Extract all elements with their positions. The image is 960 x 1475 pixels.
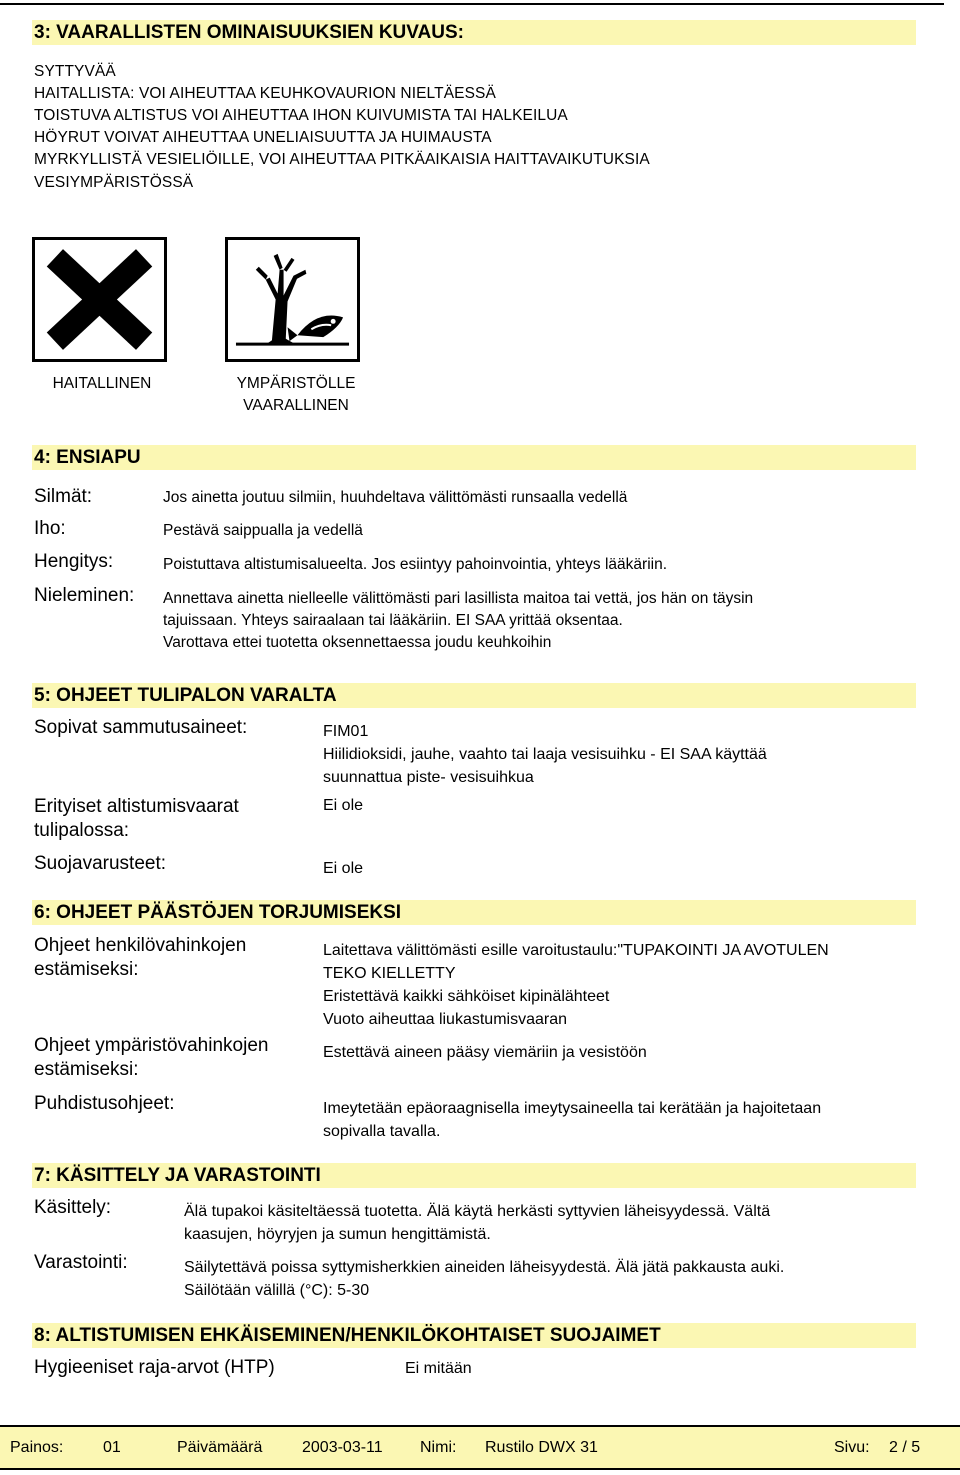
label-line: estämiseksi: — [34, 959, 139, 980]
footer-edition-value: 01 — [103, 1439, 121, 1456]
hazard-line: VESIYMPÄRISTÖSSÄ — [34, 174, 194, 191]
handling-label: Käsittely: — [34, 1197, 112, 1218]
release-label-cleanup: Puhdistusohjeet: — [34, 1093, 175, 1114]
symbol-caption-harmful: HAITALLINEN — [52, 375, 152, 392]
value-line: Laitettava välittömästi esille varoitustaulu:"TUPAKOINTI JA AVOTULEN — [323, 942, 829, 959]
fire-value-special-hazards: Ei ole — [323, 797, 364, 814]
value-line: Hiilidioksidi, jauhe, vaahto tai laaja vesisuihku - EI SAA käyttää — [323, 746, 767, 763]
top-rule — [0, 3, 944, 5]
section-3-header: 3: VAARALLISTEN OMINAISUUKSIEN KUVAUS: — [32, 20, 916, 45]
footer-date-value: 2003-03-11 — [302, 1439, 383, 1456]
section-4-header: 4: ENSIAPU — [32, 445, 916, 470]
value-line: suunnattua piste- vesisuihkua — [323, 769, 534, 786]
first-aid-value-swallowing — [163, 588, 753, 654]
section-5-header: 5: OHJEET TULIPALON VARALTA — [32, 683, 916, 708]
value-line: kaasujen, höyryjen ja sumun hengittämistä. — [184, 1226, 491, 1243]
value-line: Älä tupakoi käsiteltäessä tuotetta. Älä käytä herkästi syttyvien läheisyydessä. Vältä — [184, 1203, 771, 1220]
hazard-line: SYTTYVÄÄ — [34, 63, 116, 80]
hazard-line: TOISTUVA ALTISTUS VOI AIHEUTTAA IHON KUIVUMISTA TAI HALKEILUA — [34, 107, 568, 124]
handling-value — [184, 1200, 770, 1246]
exposure-value-htp: Ei mitään — [405, 1360, 472, 1377]
label-line: Erityiset altistumisvaarat — [34, 796, 239, 817]
value-line: tajuissaan. Yhteys sairaalaan tai lääkäriin. EI SAA yrittää oksentaa. — [163, 612, 623, 629]
label-line: Ohjeet henkilövahinkojen — [34, 935, 247, 956]
footer-date-label: Päivämäärä — [177, 1439, 263, 1456]
footer-page-value: 2 / 5 — [889, 1439, 921, 1456]
value-line: Vuoto aiheuttaa liukastumisvaaran — [323, 1011, 567, 1028]
value-line: TEKO KIELLETTY — [323, 965, 456, 982]
section-8-header: 8: ALTISTUMISEN EHKÄISEMINEN/HENKILÖKOHTAISET SUOJAIMET — [32, 1323, 916, 1348]
first-aid-value-skin: Pestävä saippualla ja vedellä — [163, 522, 363, 539]
footer-edition-label: Painos: — [10, 1439, 64, 1456]
first-aid-value-breathing: Poistuttava altistumisalueelta. Jos esiintyy pahoinvointia, yhteys lääkäriin. — [163, 556, 668, 573]
symbol-caption-environment — [216, 373, 376, 417]
footer-name-label: Nimi: — [420, 1439, 457, 1456]
fire-value-extinguishing — [323, 720, 767, 789]
fire-label-protective-equipment: Suojavarusteet: — [34, 853, 167, 874]
hazard-line: HAITALLISTA: VOI AIHEUTTAA KEUHKOVAURION NIELTÄESSÄ — [34, 85, 496, 102]
environment-hazard-icon — [225, 237, 360, 362]
storage-value — [184, 1256, 784, 1302]
value-line: Annettava ainetta nielleelle välittömästi pari lasillista maitoa tai vettä, jos hän on täysin — [163, 590, 754, 607]
value-line: Säilötään välillä (°C): 5-30 — [184, 1282, 370, 1299]
release-value-personal — [323, 939, 829, 1031]
fire-label-special-hazards — [34, 795, 239, 843]
hazard-line: HÖYRUT VOIVAT AIHEUTTAA UNELIAISUUTTA JA HUIMAUSTA — [34, 129, 492, 146]
harmful-x-icon — [32, 237, 167, 362]
value-line: FIM01 — [323, 723, 369, 740]
release-value-cleanup — [323, 1097, 821, 1143]
label-line: Ohjeet ympäristövahinkojen — [34, 1035, 269, 1056]
storage-label: Varastointi: — [34, 1252, 128, 1273]
release-label-personal — [34, 934, 246, 982]
fire-label-extinguishing: Sopivat sammutusaineet: — [34, 717, 248, 738]
value-line: Eristettävä kaikki sähköiset kipinälähteet — [323, 988, 610, 1005]
exposure-label-htp: Hygieeniset raja-arvot (HTP) — [34, 1357, 275, 1378]
release-label-environment — [34, 1034, 268, 1082]
first-aid-label-skin: Iho: — [34, 518, 66, 539]
footer-page-label: Sivu: — [834, 1439, 870, 1456]
value-line: Varottava ettei tuotetta oksennettaessa joudu keuhkoihin — [163, 634, 552, 651]
label-line: estämiseksi: — [34, 1059, 139, 1080]
document-footer — [0, 1425, 960, 1470]
value-line: sopivalla tavalla. — [323, 1123, 441, 1140]
symbol-caption-line: YMPÄRISTÖLLE — [236, 375, 356, 392]
release-value-environment: Estettävä aineen pääsy viemäriin ja vesistöön — [323, 1044, 647, 1061]
first-aid-label-breathing: Hengitys: — [34, 551, 114, 572]
value-line: Imeytetään epäoraagnisella imeytysaineella tai kerätään ja hajoitetaan — [323, 1100, 822, 1117]
first-aid-label-swallowing: Nieleminen: — [34, 585, 135, 606]
section-6-header: 6: OHJEET PÄÄSTÖJEN TORJUMISEKSI — [32, 900, 916, 925]
fire-value-protective-equipment: Ei ole — [323, 860, 364, 877]
first-aid-label-eyes: Silmät: — [34, 486, 93, 507]
hazard-line: MYRKYLLISTÄ VESIELIÖILLE, VOI AIHEUTTAA PITKÄAIKAISIA HAITTAVAIKUTUKSIA — [34, 151, 650, 168]
footer-name-value: Rustilo DWX 31 — [485, 1439, 598, 1456]
symbol-caption-line: VAARALLINEN — [243, 397, 349, 414]
section-7-header: 7: KÄSITTELY JA VARASTOINTI — [32, 1163, 916, 1188]
first-aid-value-eyes: Jos ainetta joutuu silmiin, huuhdeltava välittömästi runsaalla vedellä — [163, 489, 628, 506]
value-line: Säilytettävä poissa syttymisherkkien aineiden läheisyydestä. Älä jätä pakkausta auki. — [184, 1259, 785, 1276]
label-line: tulipalossa: — [34, 820, 130, 841]
